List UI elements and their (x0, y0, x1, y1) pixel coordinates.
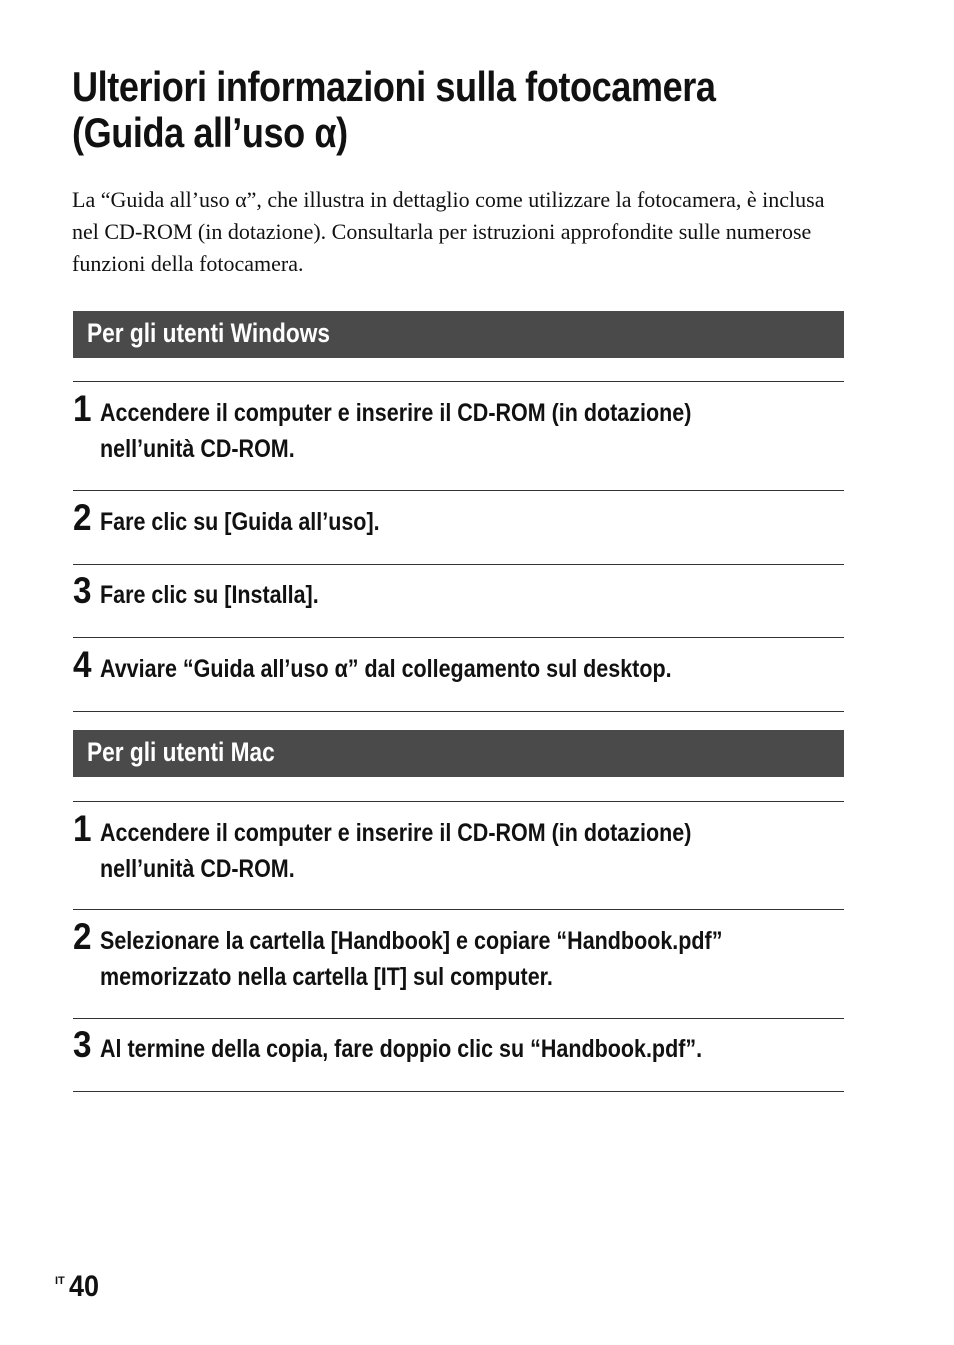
title-line-2: (Guida all’uso α) (72, 109, 348, 156)
step-number: 1 (73, 808, 92, 849)
step-text: Avviare “Guida all’uso α” dal collegamento sul desktop. (100, 655, 672, 683)
divider (73, 909, 844, 910)
step-text: Al termine della copia, fare doppio clic su “Handbook.pdf”. (100, 1035, 703, 1063)
intro-paragraph: La “Guida all’uso α”, che illustra in dettaglio come utilizzare la fotocamera, è inclusa nel CD-ROM (in dotazione). Consultarla per istruzioni approfondite sulle numerose funzioni della fotocamera. (72, 187, 825, 276)
divider (73, 637, 844, 638)
step-text: Selezionare la cartella [Handbook] e copiare “Handbook.pdf” memorizzato nella cartella [IT] sul computer. (100, 927, 723, 991)
step-number: 2 (73, 916, 92, 957)
step-text: Accendere il computer e inserire il CD-ROM (in dotazione) nell’unità CD-ROM. (100, 819, 692, 883)
step-number: 1 (73, 388, 92, 429)
divider (73, 1091, 844, 1092)
step-number: 3 (73, 570, 92, 611)
divider (73, 711, 844, 712)
divider (73, 801, 844, 802)
step-number: 2 (73, 497, 92, 538)
title-line-1: Ulteriori informazioni sulla fotocamera (72, 63, 716, 110)
divider (73, 1018, 844, 1019)
language-code: IT (55, 1275, 65, 1287)
step-number: 3 (73, 1024, 92, 1065)
step-text: Accendere il computer e inserire il CD-ROM (in dotazione) nell’unità CD-ROM. (100, 399, 692, 463)
section-heading-windows-label: Per gli utenti Windows (87, 318, 330, 348)
divider (73, 381, 844, 382)
section-heading-windows (73, 311, 844, 358)
section-heading-mac (73, 730, 844, 777)
section-heading-mac-label: Per gli utenti Mac (87, 737, 275, 767)
divider (73, 490, 844, 491)
step-text: Fare clic su [Guida all’uso]. (100, 508, 380, 536)
page-title (72, 64, 760, 156)
step-number: 4 (73, 644, 92, 685)
step-text: Fare clic su [Installa]. (100, 581, 319, 609)
divider (73, 564, 844, 565)
page-number: 40 (69, 1270, 100, 1303)
